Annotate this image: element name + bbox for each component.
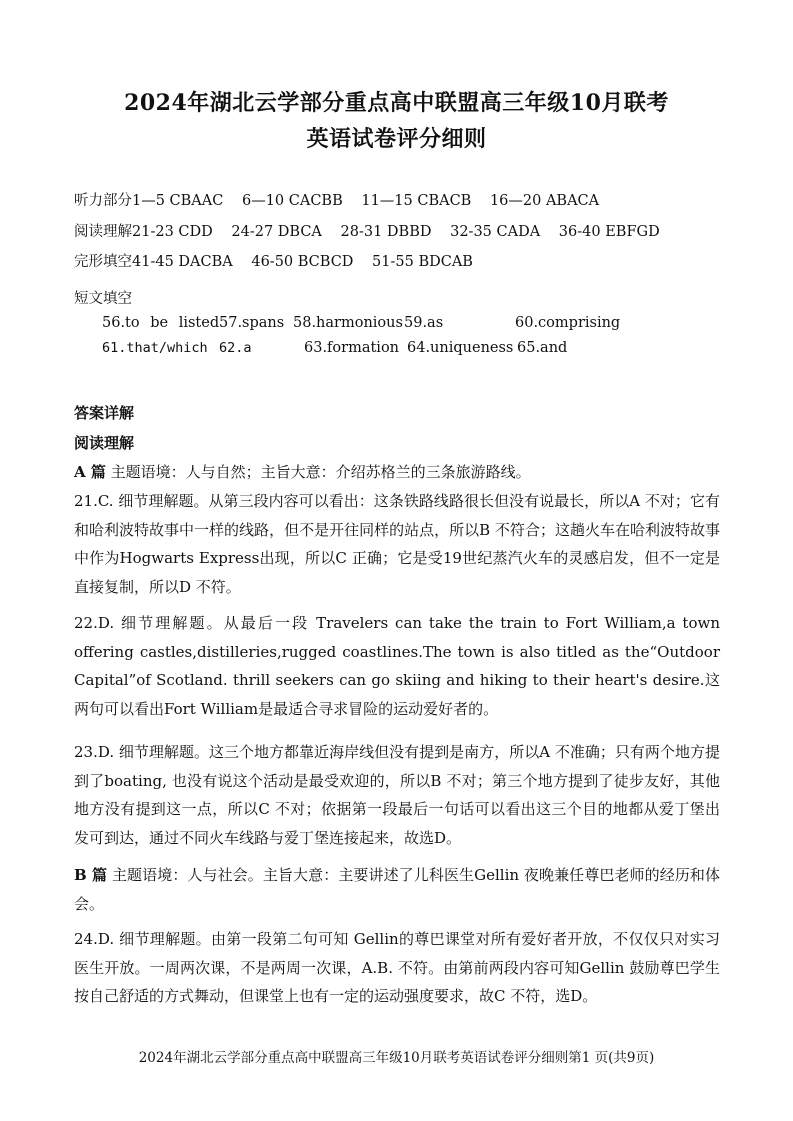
reading-answers <box>74 220 660 241</box>
short-fill-label: 短文填空 <box>74 291 132 307</box>
passage-label: A 篇 <box>74 463 106 481</box>
answer-group: 阅读理解21-23 CDD <box>74 224 213 240</box>
passage-label: B 篇 <box>74 866 108 884</box>
answer-24: 24.D. 细节理解题。由第一段第二句可知 Gellin的尊巴课堂对所有爱好者开放，不仅仅只对实习医生开放。一周两次课，不是两周一次课，A.B. 不符。由第前两段内容可知Gellin 鼓励尊巴学生按自己舒适的方式舞动，但课堂上也有一定的运动强度要求，故C 不符，选D。 <box>74 930 720 1006</box>
answer-group: 听力部分1—5 CBAAC <box>74 193 224 209</box>
answer-group: 32-35 CADA <box>450 224 541 240</box>
answer-group: 11—15 CBACB <box>361 193 472 209</box>
section-heading: 答案详解 <box>74 404 135 422</box>
answer-group: 16—20 ABACA <box>489 193 600 209</box>
answer-21: 21.C. 细节理解题。从第三段内容可以看出：这条铁路线路很长但没有说最长，所以A 不对；它有和哈利波特故事中一样的线路，但不是开往同样的站点，所以B 不符合；这趟火车在哈利波特故事中作为Hogwarts Express出现，所以C 正确；它是受19世纪蒸汽火车的灵感启发，但不一定是直接复制，所以D 不符。 <box>74 492 720 596</box>
answer-group: 6—10 CACBB <box>241 193 343 209</box>
answer-group: 24-27 DBCA <box>231 224 322 240</box>
fill-answer: 56.to be listed <box>102 315 220 331</box>
exam-subtitle: 英语试卷评分细则 <box>306 126 487 152</box>
passage-summary: 主题语境：人与自然；主旨大意：介绍苏格兰的三条旅游路线。 <box>105 463 531 481</box>
fill-answer: 64.uniqueness <box>407 340 514 356</box>
answer-group: 完形填空41-45 DACBA <box>74 254 233 270</box>
answer-group: 36-40 EBFGD <box>558 224 660 240</box>
cloze-answers <box>74 250 473 271</box>
fill-answer: 62.a <box>219 340 252 356</box>
fill-answer: 63.formation <box>304 340 400 356</box>
fill-answer: 61.that/which <box>102 340 208 356</box>
answer-22: 22.D. 细节理解题。从最后一段 Travelers can take the train to Fort William,a town offering castles,distilleries,rugged coastlines.The town is also titled as the“Outdoor Capital”of Scotland. thrill seekers can go skiing and hiking to their heart's desire.这两句可以看出Fort William是最适合寻求冒险的运动爱好者的。 <box>74 614 720 718</box>
fill-answer: 58.harmonious <box>293 315 403 331</box>
fill-answer: 59.as <box>404 315 444 331</box>
page-footer: 2024年湖北云学部分重点高中联盟高三年级10月联考英语试卷评分细则第1 页(共9页) <box>138 1050 655 1066</box>
passage-b-intro <box>74 861 720 918</box>
answer-23: 23.D. 细节理解题。这三个地方都靠近海岸线但没有提到是南方，所以A 不准确；只有两个地方提到了boating, 也没有说这个活动是最受欢迎的，所以B 不对；第三个地方提到了徒步友好，其他地方没有提到这一点，所以C 不对；依据第一段最后一句话可以看出这三个目的地都从爱丁堡出发可到达，通过不同火车线路与爱丁堡连接起来，故选D。 <box>74 743 720 847</box>
passage-summary: 主题语境：人与社会。主旨大意：主要讲述了儿科医生Gellin 夜晚兼任尊巴老师的经历和体会。 <box>74 866 721 913</box>
fill-answer: 65.and <box>517 340 568 356</box>
answer-group: 46-50 BCBCD <box>251 254 354 270</box>
fill-answer: 57.spans <box>219 315 285 331</box>
listening-answers <box>74 189 599 210</box>
fill-answer: 60.comprising <box>515 315 621 331</box>
passage-a-intro <box>74 458 720 487</box>
section-heading: 阅读理解 <box>74 434 135 452</box>
answer-group: 28-31 DBBD <box>340 224 432 240</box>
answer-group: 51-55 BDCAB <box>372 254 473 270</box>
exam-title: 2024年湖北云学部分重点高中联盟高三年级10月联考 <box>124 90 669 116</box>
